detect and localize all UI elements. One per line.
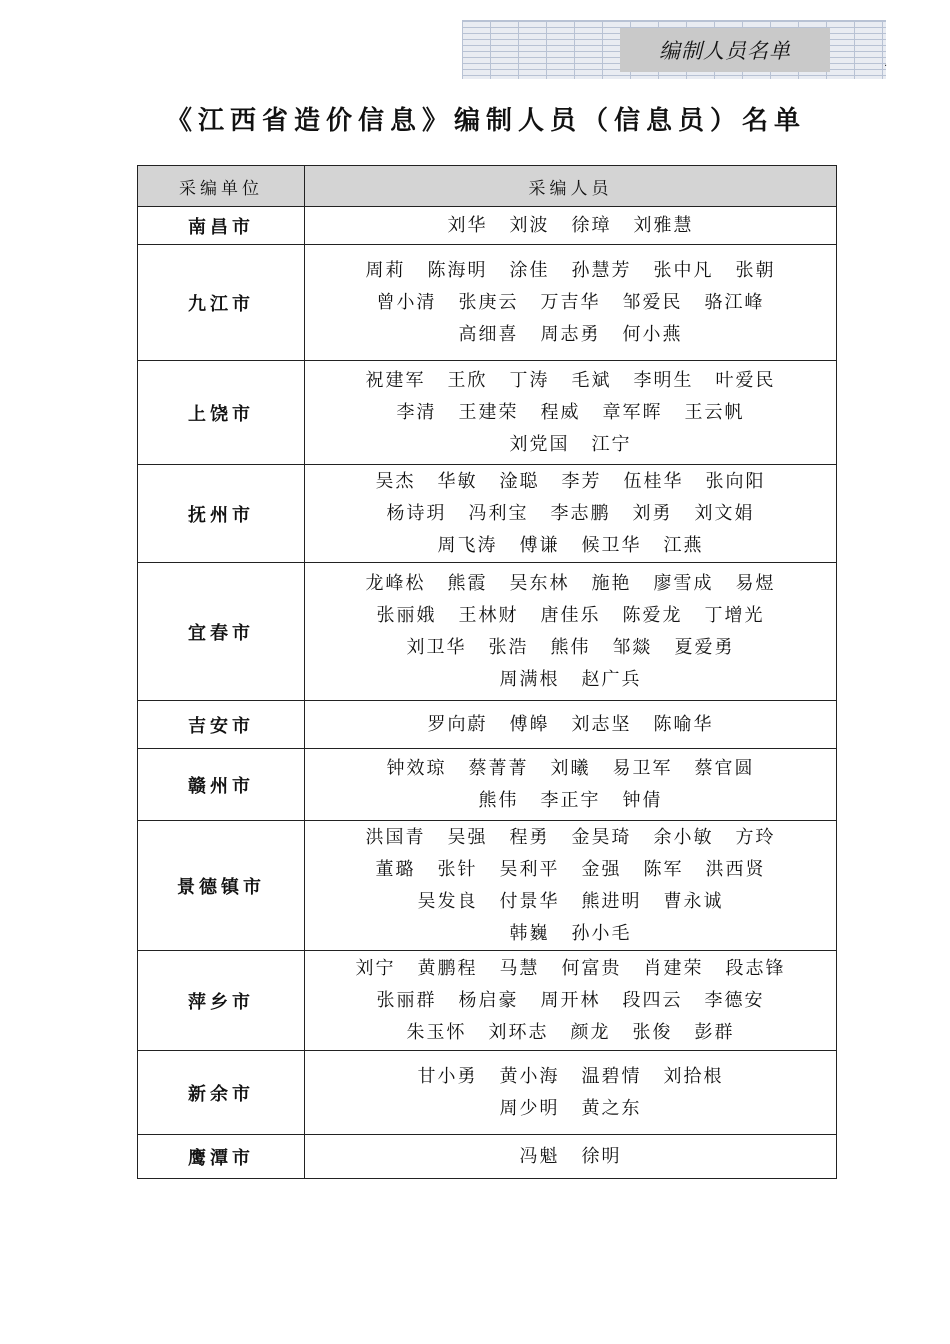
staff-line: [305, 1141, 836, 1173]
staff-name: 刘党国: [509, 433, 570, 455]
table-row: [138, 245, 837, 361]
staff-name: 曾小清: [376, 291, 437, 313]
staff-name: 温碧情: [581, 1065, 642, 1087]
staff-line: [305, 365, 836, 397]
staff-cell: [305, 1135, 837, 1179]
staff-name: 淦聪: [499, 470, 540, 492]
staff-name: 龙峰松: [365, 572, 426, 594]
staff-name: 周少明: [499, 1097, 560, 1119]
staff-name: 毛斌: [571, 369, 612, 391]
staff-name: 程勇: [509, 826, 550, 848]
staff-name: 陈军: [643, 858, 684, 880]
staff-name: 余小敏: [653, 826, 714, 848]
staff-line: [305, 429, 836, 461]
staff-name: 易煜: [735, 572, 776, 594]
staff-name: 吴东林: [509, 572, 570, 594]
unit-cell: 南昌市: [138, 207, 305, 245]
section-label: 编制人员名单: [620, 28, 830, 72]
unit-cell: 抚州市: [138, 465, 305, 563]
column-header-unit: 采编单位: [138, 166, 305, 207]
staff-name: 刘华: [447, 214, 488, 236]
staff-name: 张丽娥: [376, 604, 437, 626]
staff-name: 涂佳: [509, 259, 550, 281]
table-row: [138, 701, 837, 749]
staff-line: [305, 319, 836, 351]
staff-name: 张庚云: [458, 291, 519, 313]
staff-name: 孙慧芳: [571, 259, 632, 281]
staff-cell: [305, 951, 837, 1051]
staff-line: [305, 255, 836, 287]
staff-name: 洪国青: [365, 826, 426, 848]
staff-name: 甘小勇: [417, 1065, 478, 1087]
staff-name: 邹爱民: [622, 291, 683, 313]
staff-line: [305, 466, 836, 498]
staff-line: [305, 1061, 836, 1093]
staff-name: 黄之东: [581, 1097, 642, 1119]
staff-line: [305, 568, 836, 600]
staff-name: 张朝: [735, 259, 776, 281]
staff-name: 杨诗玥: [386, 502, 447, 524]
staff-name: 黄鹏程: [417, 957, 478, 979]
staff-name: 易卫军: [612, 757, 673, 779]
staff-name: 叶爱民: [715, 369, 776, 391]
staff-name: 陈喻华: [653, 713, 714, 735]
table-header-row: [138, 166, 837, 207]
staff-line: [305, 854, 836, 886]
staff-name: 刘曦: [550, 757, 591, 779]
unit-cell: 新余市: [138, 1051, 305, 1135]
staff-name: 施艳: [591, 572, 632, 594]
staff-cell: [305, 245, 837, 361]
staff-name: 刘勇: [632, 502, 673, 524]
staff-name: 吴发良: [417, 890, 478, 912]
staff-line: [305, 709, 836, 741]
staff-name: 傅谦: [519, 534, 560, 556]
staff-name: 万吉华: [540, 291, 601, 313]
staff-line: [305, 886, 836, 918]
unit-cell: 景德镇市: [138, 821, 305, 951]
staff-name: 唐佳乐: [540, 604, 601, 626]
table-row: [138, 361, 837, 465]
staff-name: 肖建荣: [643, 957, 704, 979]
staff-name: 候卫华: [581, 534, 642, 556]
unit-cell: 鹰潭市: [138, 1135, 305, 1179]
staff-name: 张丽群: [376, 989, 437, 1011]
unit-cell: 萍乡市: [138, 951, 305, 1051]
unit-cell: 上饶市: [138, 361, 305, 465]
staff-name: 王云帆: [684, 401, 745, 423]
staff-name: 吴利平: [499, 858, 560, 880]
staff-line: [305, 785, 836, 817]
staff-cell: [305, 1051, 837, 1135]
unit-cell: 宜春市: [138, 563, 305, 701]
staff-line: [305, 632, 836, 664]
staff-name: 金强: [581, 858, 622, 880]
staff-name: 刘雅慧: [633, 214, 694, 236]
staff-name: 周莉: [365, 259, 406, 281]
staff-line: [305, 600, 836, 632]
corner-mark: .: [884, 58, 888, 69]
table-row: [138, 951, 837, 1051]
staff-line: [305, 498, 836, 530]
page-title: 《江西省造价信息》编制人员（信息员）名单: [165, 106, 806, 136]
staff-name: 王林财: [458, 604, 519, 626]
column-header-staff: 采编人员: [305, 166, 837, 207]
staff-name: 冯魁: [519, 1145, 560, 1167]
staff-line: [305, 918, 836, 950]
staff-name: 伍桂华: [623, 470, 684, 492]
staff-cell: [305, 701, 837, 749]
staff-name: 洪西贤: [705, 858, 766, 880]
staff-line: [305, 1017, 836, 1049]
staff-name: 周开林: [540, 989, 601, 1011]
staff-cell: [305, 563, 837, 701]
staff-name: 赵广兵: [581, 668, 642, 690]
staff-name: 李正宇: [540, 789, 601, 811]
staff-line: [305, 753, 836, 785]
staff-line: [305, 953, 836, 985]
table-row: [138, 465, 837, 563]
table-row: [138, 1135, 837, 1179]
staff-name: 钟效琼: [386, 757, 447, 779]
staff-name: 朱玉怀: [406, 1021, 467, 1043]
staff-name: 蔡官圆: [694, 757, 755, 779]
table-row: [138, 821, 837, 951]
staff-line: [305, 1093, 836, 1125]
staff-name: 高细喜: [458, 323, 519, 345]
staff-name: 骆江峰: [704, 291, 765, 313]
table-row: [138, 749, 837, 821]
staff-name: 陈爱龙: [622, 604, 683, 626]
staff-name: 张浩: [488, 636, 529, 658]
staff-name: 邹燚: [612, 636, 653, 658]
staff-name: 夏爱勇: [674, 636, 735, 658]
staff-name: 熊进明: [581, 890, 642, 912]
staff-name: 金昊琦: [571, 826, 632, 848]
staff-name: 董璐: [375, 858, 416, 880]
table-row: [138, 563, 837, 701]
staff-name: 何小燕: [622, 323, 683, 345]
staff-line: [305, 287, 836, 319]
staff-table: [137, 165, 837, 1179]
staff-name: 吴强: [447, 826, 488, 848]
staff-line: [305, 210, 836, 242]
staff-name: 陈海明: [427, 259, 488, 281]
staff-name: 蔡菁菁: [468, 757, 529, 779]
staff-name: 钟倩: [622, 789, 663, 811]
staff-name: 章军晖: [602, 401, 663, 423]
staff-name: 付景华: [499, 890, 560, 912]
staff-name: 周飞涛: [437, 534, 498, 556]
table-body: [138, 207, 837, 1179]
staff-name: 段四云: [622, 989, 683, 1011]
staff-name: 曹永诚: [663, 890, 724, 912]
table-row: [138, 207, 837, 245]
staff-name: 彭群: [694, 1021, 735, 1043]
staff-name: 程威: [540, 401, 581, 423]
staff-name: 李明生: [633, 369, 694, 391]
staff-cell: [305, 361, 837, 465]
staff-name: 黄小海: [499, 1065, 560, 1087]
staff-name: 吴杰: [375, 470, 416, 492]
staff-name: 孙小毛: [571, 922, 632, 944]
staff-name: 段志锋: [725, 957, 786, 979]
staff-name: 刘波: [509, 214, 550, 236]
staff-name: 王欣: [447, 369, 488, 391]
staff-name: 刘环志: [488, 1021, 549, 1043]
staff-name: 江燕: [663, 534, 704, 556]
staff-name: 王建荣: [458, 401, 519, 423]
staff-name: 熊伟: [550, 636, 591, 658]
staff-name: 李德安: [704, 989, 765, 1011]
staff-name: 张俊: [632, 1021, 673, 1043]
staff-cell: [305, 207, 837, 245]
staff-name: 刘志坚: [571, 713, 632, 735]
staff-name: 祝建军: [365, 369, 426, 391]
staff-name: 熊霞: [447, 572, 488, 594]
unit-cell: 吉安市: [138, 701, 305, 749]
staff-name: 张向阳: [705, 470, 766, 492]
staff-name: 杨启豪: [458, 989, 519, 1011]
staff-name: 李志鹏: [550, 502, 611, 524]
staff-name: 张针: [437, 858, 478, 880]
staff-name: 张中凡: [653, 259, 714, 281]
staff-name: 熊伟: [478, 789, 519, 811]
staff-cell: [305, 821, 837, 951]
staff-name: 刘拾根: [663, 1065, 724, 1087]
staff-name: 罗向蔚: [427, 713, 488, 735]
staff-name: 廖雪成: [653, 572, 714, 594]
staff-name: 方玲: [735, 826, 776, 848]
staff-name: 江宁: [591, 433, 632, 455]
staff-line: [305, 530, 836, 562]
staff-name: 马慧: [499, 957, 540, 979]
staff-name: 李芳: [561, 470, 602, 492]
staff-name: 刘文娟: [694, 502, 755, 524]
staff-name: 刘宁: [355, 957, 396, 979]
staff-line: [305, 397, 836, 429]
staff-name: 刘卫华: [406, 636, 467, 658]
table-row: [138, 1051, 837, 1135]
staff-name: 颜龙: [570, 1021, 611, 1043]
unit-cell: 赣州市: [138, 749, 305, 821]
staff-name: 徐明: [581, 1145, 622, 1167]
staff-cell: [305, 749, 837, 821]
staff-name: 华敏: [437, 470, 478, 492]
staff-name: 韩巍: [509, 922, 550, 944]
staff-name: 李清: [396, 401, 437, 423]
staff-name: 周志勇: [540, 323, 601, 345]
staff-name: 徐璋: [571, 214, 612, 236]
staff-line: [305, 664, 836, 696]
staff-line: [305, 822, 836, 854]
staff-line: [305, 985, 836, 1017]
staff-name: 丁涛: [509, 369, 550, 391]
staff-name: 丁增光: [704, 604, 765, 626]
staff-name: 傅皞: [509, 713, 550, 735]
staff-name: 冯利宝: [468, 502, 529, 524]
staff-name: 何富贵: [561, 957, 622, 979]
unit-cell: 九江市: [138, 245, 305, 361]
staff-name: 周满根: [499, 668, 560, 690]
staff-cell: [305, 465, 837, 563]
